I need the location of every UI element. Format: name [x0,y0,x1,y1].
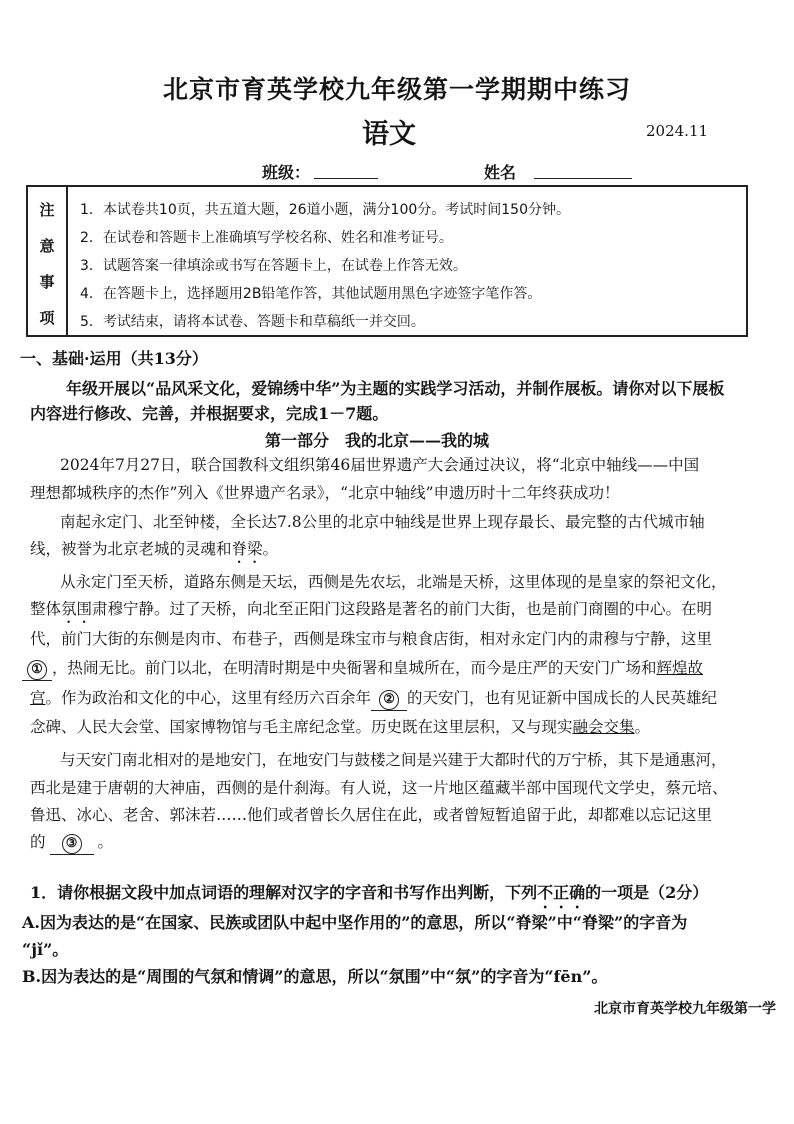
underlined-word: 宫 [30,689,46,707]
intro-line: 年级开展以“品风采文化，爱锦绣中华”为主题的实践学习活动，并制作展板。请你对以下展板 [66,379,725,398]
passage-text: 。作为政治和文化的中心，这里有经历六百余年 [45,689,372,707]
notice-item: 5．考试结束，请将本试卷、答题卡和草稿纸一并交回。 [80,314,425,330]
passage-line: 与天安门南北相对的是地安门，在地安门与鼓楼之间是兴建于大都时代的万宁桥，其下是通惠河， [60,751,727,769]
subject-title: 语文 [362,119,416,150]
passage-line: 代，前门大街的东侧是肉市、布巷子，西侧是珠宝市与粮食店街，相对永定门内的肃穆与宁静，这里 [30,630,713,648]
question-text: 1．请你根据文段中加点词语的理解对汉字的字音和书写作出判断，下列 [30,883,538,902]
circled-number: ② [379,690,399,710]
underlined-word: 融会交集 [572,718,635,736]
option-a: A.因为表达的是“在国家、民族或团队中起中坚作用的”的意思，所以“脊梁”中“脊梁”的字音为 [22,913,688,932]
passage-line [22,656,703,681]
exam-date: 2024.11 [646,122,709,140]
blank-1 [22,658,52,681]
part-title: 第一部分 我的北京——我的城 [265,431,490,450]
question-stem [30,880,708,912]
circled-number: ① [27,660,47,680]
passage-text: 。 [97,833,114,851]
blank-2 [371,688,407,711]
passage-text: 整体 [30,600,62,618]
passage-text: 。 [634,718,651,736]
option-b: B.因为表达的是“周围的气氛和情调”的意思，所以“氛围”中“氛”的字音为“fēn”。 [22,967,608,986]
option-a-cont: “jǐ”。 [22,940,69,959]
notice-char: 项 [39,309,55,327]
class-label: 班级： [262,163,311,182]
question-text: 的一项是（2分） [585,883,709,902]
underlined-word: 辉煌故 [656,659,704,677]
passage-text: 念碑、人民大会堂、国家博物馆与毛主席纪念堂。历史既在这里层积，又与现实 [30,718,573,736]
exam-title: 北京市育英学校九年级第一学期期中练习 [162,75,631,104]
circled-number: ③ [62,834,82,854]
passage-line [30,715,650,737]
notice-item: 1．本试卷共10页，共五道大题，26道小题，满分100分。考试时间150分钟。 [80,202,570,218]
passage-text: 肃穆宁静。过了天桥，向北至正阳门这段路是著名的前门大街，也是前门商圈的中心。在明 [92,600,713,618]
dotted-word: 氛围 [61,600,93,618]
dotted-word: 不正确 [537,883,586,902]
notice-item: 3．试题答案一律填涂或书写在答题卡上，在试卷上作答无效。 [80,258,467,274]
passage-line [30,537,278,567]
passage-line: 从永定门至天桥，道路东侧是天坛，西侧是先农坛，北端是天桥，这里体现的是皇家的祭祀文化， [60,573,727,591]
class-field-line [314,178,378,179]
section-heading: 一、基础·运用（共13分） [20,349,208,368]
passage-line [30,830,113,855]
notice-item: 2．在试卷和答题卡上准确填写学校名称、姓名和准考证号。 [80,230,453,246]
passage-text: ，热闹无比。前门以北，在明清时期是中央衙署和皇城所在，而今是庄严的天安门广场和 [52,659,657,677]
notice-char: 意 [39,237,55,255]
name-field-line [534,178,632,179]
notice-char: 注 [39,201,55,219]
name-label: 姓名 [484,163,517,182]
notice-item: 4．在答题卡上，选择题用2B铅笔作答，其他试题用黑色字迹签字笔作答。 [80,286,542,302]
passage-line: 理想都城秩序的杰作”列入《世界遗产名录》，“北京中轴线”申遗历时十二年终获成功！ [30,484,620,502]
passage-text: 的 [30,833,46,851]
passage-line: 西北是建于唐朝的大神庙，西侧的是什刹海。有人说，这一片地区蕴藏半部中国现代文学史，蔡元培、 [30,779,728,797]
passage-line [30,686,717,711]
passage-text: 线，被誉为北京老城的灵魂和 [30,540,232,558]
notice-char: 事 [39,273,55,291]
passage-text: 。 [262,540,279,558]
passage-text: 的天安门，也有见证新中国成长的人民英雄纪 [407,689,718,707]
notice-box [26,185,748,337]
intro-line: 内容进行修改、完善，并根据要求，完成1－7题。 [30,404,389,423]
passage-line: 2024年7月27日，联合国教科文组织第46届世界遗产大会通过决议，将“北京中轴线——中国 [60,456,700,474]
blank-3 [50,832,94,855]
passage-line [30,597,712,627]
passage-line: 鲁迅、冰心、老舍、郭沫若……他们或者曾长久居住在此，或者曾短暂追留于此，却都难以忘记这里 [30,806,713,824]
page-footer: 北京市育英学校九年级第一学 [594,1001,776,1017]
notice-side-label [28,187,68,335]
dotted-word: 脊梁 [231,540,263,558]
passage-line: 南起永定门、北至钟楼，全长达7.8公里的北京中轴线是世界上现存最长、最完整的古代城市轴 [60,513,705,531]
